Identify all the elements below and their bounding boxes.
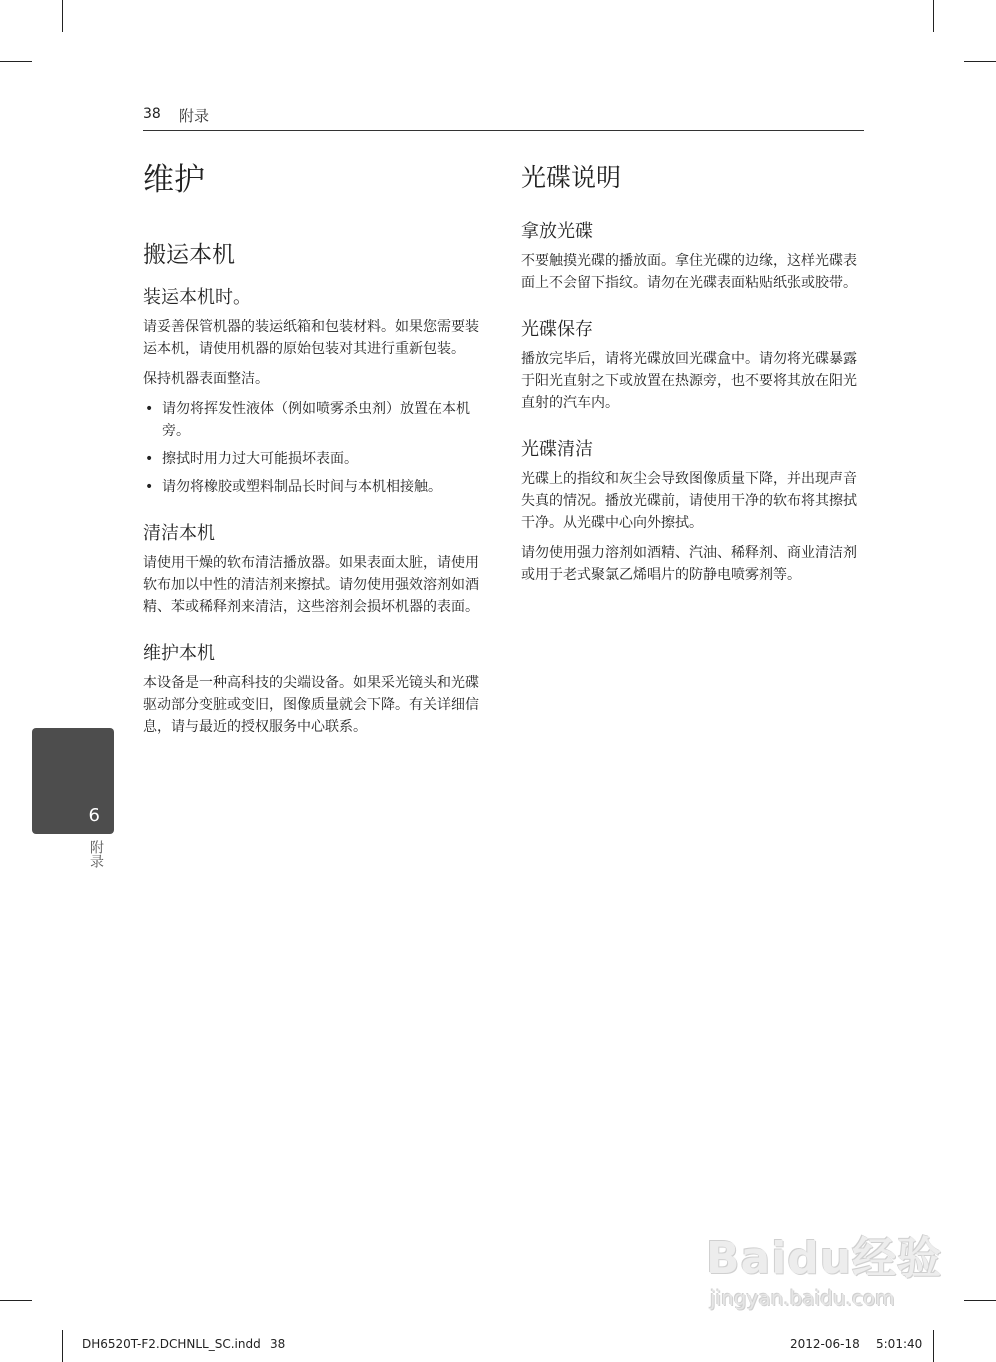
chapter-tab	[32, 728, 114, 834]
watermark-url: jingyan.baidu.com	[710, 1286, 895, 1310]
footer-time: 5:01:40	[876, 1337, 923, 1351]
crop-mark	[964, 61, 996, 62]
subheading: 清洁本机	[143, 523, 215, 544]
section-label: 附录	[179, 107, 210, 125]
chapter-number: 6	[88, 805, 100, 826]
paragraph: 光碟上的指纹和灰尘会导致图像质量下降，并出现声音失真的情况。播放光碟前，请使用干净的软布将其擦拭干净。从光碟中心向外擦拭。	[521, 471, 857, 531]
left-column	[143, 158, 479, 760]
right-column	[521, 158, 857, 608]
bullet-icon: •	[145, 479, 154, 495]
page-title: 维护	[143, 162, 205, 198]
footer-page: 38	[270, 1337, 286, 1351]
watermark-logo: Baidu经验	[706, 1233, 943, 1284]
crop-mark	[0, 1300, 32, 1301]
cleaning-block	[143, 520, 479, 618]
paragraph: 不要触摸光碟的播放面。拿住光碟的边缘，这样光碟表面上不会留下指纹。请勿在光碟表面粘贴纸张或胶带。	[521, 253, 857, 291]
page-header	[143, 104, 864, 131]
crop-mark	[933, 0, 934, 32]
crop-mark	[964, 1300, 996, 1301]
footer-file: DH6520T-F2.DCHNLL_SC.indd	[82, 1337, 261, 1351]
subheading: 拿放光碟	[521, 221, 593, 242]
list-item	[143, 398, 479, 442]
crop-mark	[0, 61, 32, 62]
chapter-label: 附录	[88, 840, 104, 868]
paragraph: 请勿使用强力溶剂如酒精、汽油、稀释剂、商业清洁剂或用于老式聚氯乙烯唱片的防静电喷雾剂等。	[521, 545, 857, 583]
bullet-list	[143, 398, 479, 498]
section-heading: 搬运本机	[143, 242, 235, 268]
paragraph: 保持机器表面整洁。	[143, 371, 269, 387]
column-title: 光碟说明	[521, 163, 622, 192]
watermark	[706, 1210, 946, 1320]
list-item	[143, 476, 479, 498]
paragraph: 请使用干燥的软布清洁播放器。如果表面太脏，请使用软布加以中性的清洁剂来擦拭。请勿使用强效溶剂如酒精、苯或稀释剂来清洁，这些溶剂会损坏机器的表面。	[143, 555, 479, 615]
list-item	[143, 448, 479, 470]
paragraph: 请妥善保管机器的装运纸箱和包装材料。如果您需要装运本机，请使用机器的原始包装对其进行重新包装。	[143, 319, 479, 357]
crop-mark	[933, 1330, 934, 1362]
crop-mark	[62, 1330, 63, 1362]
paragraph: 播放完毕后，请将光碟放回光碟盒中。请勿将光碟暴露于阳光直射之下或放置在热源旁，也不要将其放在阳光直射的汽车内。	[521, 351, 857, 411]
paragraph: 本设备是一种高科技的尖端设备。如果采光镜头和光碟驱动部分变脏或变旧，图像质量就会下降。有关详细信息，请与最近的授权服务中心联系。	[143, 675, 479, 735]
bullet-icon: •	[145, 451, 154, 467]
handling-block	[521, 218, 857, 294]
maintenance-block	[143, 640, 479, 738]
list-item-text: 擦拭时用力过大可能损坏表面。	[162, 451, 358, 467]
page-number: 38	[143, 106, 161, 122]
subheading: 装运本机时。	[143, 287, 251, 308]
list-item-text: 请勿将挥发性液体（例如喷雾杀虫剂）放置在本机旁。	[162, 401, 470, 439]
list-item-text: 请勿将橡胶或塑料制品长时间与本机相接触。	[162, 479, 442, 495]
footer-date: 2012-06-18	[790, 1337, 860, 1351]
disc-cleaning-block	[521, 436, 857, 586]
subheading: 维护本机	[143, 643, 215, 664]
shipping-block	[143, 284, 479, 498]
subheading: 光碟保存	[521, 319, 593, 340]
crop-mark	[62, 0, 63, 32]
bullet-icon: •	[145, 401, 154, 417]
storage-block	[521, 316, 857, 414]
subheading: 光碟清洁	[521, 439, 593, 460]
